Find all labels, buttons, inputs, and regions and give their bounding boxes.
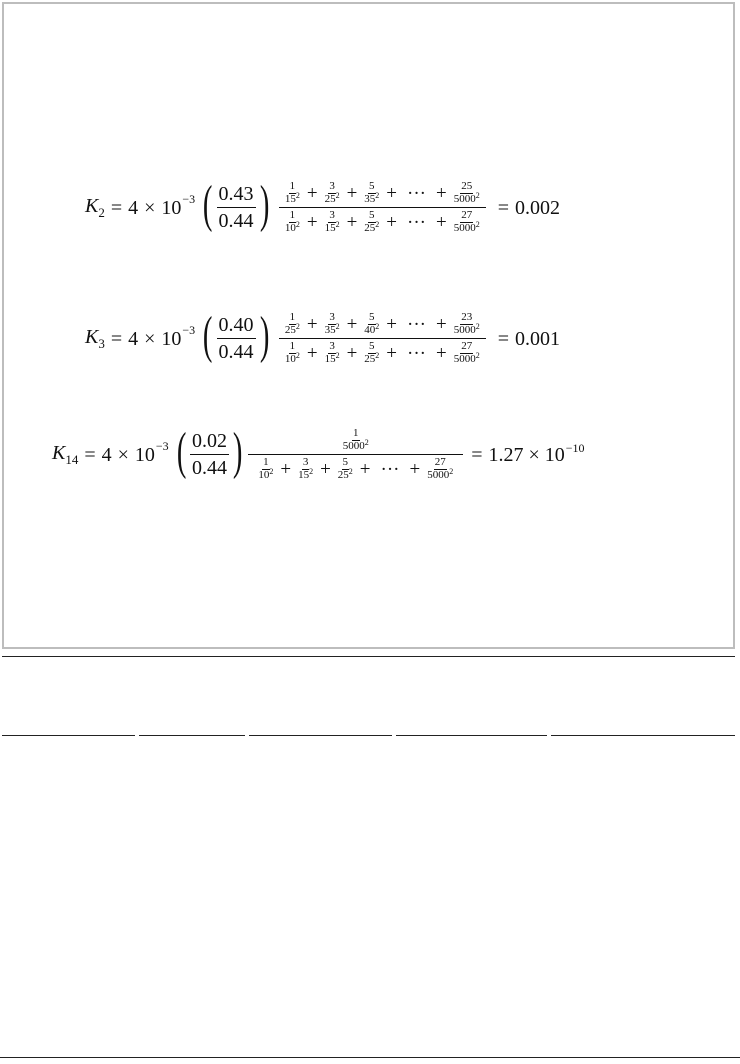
equals-sign: = — [497, 196, 509, 219]
power-exponent: −3 — [182, 322, 196, 337]
ratio-numerator: 0.02 — [190, 431, 229, 455]
coefficient: 4 — [128, 196, 139, 219]
times-sign: × — [144, 327, 156, 350]
coefficient: 4 — [101, 443, 112, 466]
table-rule-segment — [249, 735, 392, 736]
power-exponent: −3 — [155, 438, 169, 453]
series-fraction — [279, 181, 486, 234]
times-sign: × — [117, 443, 129, 466]
coefficient: 4 — [128, 327, 139, 350]
series-numerator: 1 $15^2$ + $\frac{3}{25^2}$ + $\frac{5}{35^2}$ + ··· + $\frac{25}{5000^2}$ — [279, 181, 486, 208]
ratio-fraction: ( $\frac{0.02}{0.44}$ ) — [176, 422, 243, 480]
series-numerator: 1 $25^2$ + $\frac{3}{35^2}$ + $\frac{5}{40^2}$ + ··· + $\frac{23}{5000^2}$ — [279, 312, 486, 339]
series-numerator: 1 5000$^2$ — [248, 428, 463, 455]
table-rule-segment — [551, 735, 735, 736]
ratio-fraction: ( $\frac{0.40}{0.44}$ ) — [203, 306, 269, 364]
ratio-denominator: 0.44 — [218, 341, 254, 364]
equation-lhs: $K_2$ — [85, 195, 105, 221]
equals-sign: = — [110, 327, 123, 350]
table-rule-segment — [2, 735, 135, 736]
power-base: 10 — [161, 327, 182, 350]
bottom-rule — [0, 1057, 740, 1058]
equation-k2 — [85, 175, 560, 234]
ratio-numerator: 0.43 — [217, 184, 256, 208]
ratio-denominator: 0.44 — [192, 457, 228, 480]
series-fraction — [279, 312, 486, 365]
equation-lhs: $K_3$ — [85, 326, 105, 352]
power-exponent: −3 — [182, 191, 196, 206]
table-rule-segment — [139, 735, 245, 736]
series-fraction — [252, 428, 459, 481]
divider — [2, 656, 735, 657]
power-base: 10 — [134, 443, 155, 466]
equals-sign: = — [497, 327, 509, 350]
equals-sign: = — [110, 196, 123, 219]
ratio-numerator: 0.40 — [217, 315, 256, 339]
equals-sign: = — [84, 443, 96, 466]
table-rule-segment — [396, 735, 547, 736]
equals-sign: = — [471, 443, 483, 466]
times-sign: × — [144, 196, 156, 219]
equation-k14 — [52, 422, 585, 481]
series-denominator: 1 $10^2$ + $\frac{3}{15^2}$ + $\frac{5}{25^2}$ + ··· + $\frac{27}{5000^2}$ — [284, 209, 480, 234]
power-base: 10 — [161, 196, 182, 219]
ratio-fraction: ( $\frac{0.43}{0.44}$ ) — [203, 175, 269, 233]
series-denominator: 1 $10^2$ + $\frac{3}{15^2}$ + $\frac{5}{25^2}$ + ··· + $\frac{27}{5000^2}$ — [284, 340, 480, 365]
equation-k3 — [85, 306, 560, 365]
equation-result: 0.002 — [514, 196, 560, 219]
ratio-denominator: 0.44 — [218, 210, 254, 233]
equation-lhs: $K_{14}$ — [52, 442, 79, 468]
series-denominator: 1 $10^2$ + $\frac{3}{15^2}$ + $\frac{5}{25^2}$ + ··· + $\frac{27}{5000^2}$ — [258, 456, 454, 481]
equation-result: 0.001 — [514, 327, 560, 350]
equation-result: $1.27 \times 10^{-10}$ — [488, 440, 585, 466]
